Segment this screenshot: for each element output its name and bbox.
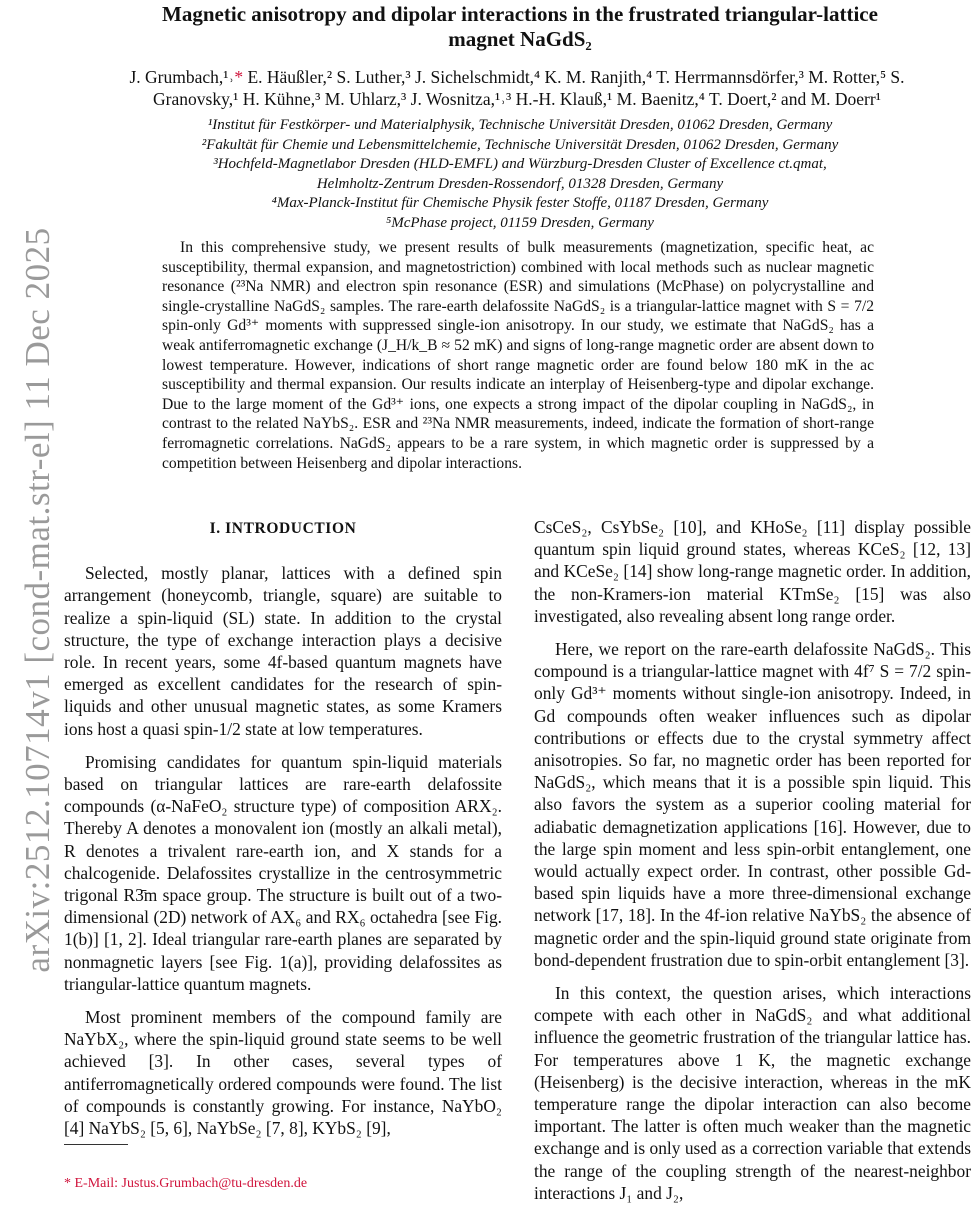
email-label: E-Mail: [74, 1176, 119, 1191]
intro-paragraph-3: Most prominent members of the compound family are NaYbX₂, where the spin-liquid ground state seems to be well achieved [3]. In other cases, several types of antiferromagnetically ordered compounds were found. The list of compounds is constantly growing. For instance, NaYbO₂ [4] NaYbS₂ [5, 6], NaYbSe₂ [7, 8], KYbS₂ [9], [64, 1007, 502, 1139]
paper-title [80, 2, 960, 52]
arxiv-sidebar [0, 0, 70, 1200]
author-text-1a: J. Grumbach,¹˒ [129, 67, 235, 87]
footnote-divider [64, 1144, 128, 1145]
footnote [64, 1176, 307, 1192]
intro-paragraph-2: Promising candidates for quantum spin-liquid materials based on triangular lattices are rare-earth delafossite compounds (α-NaFeO₂ structure type) of composition ARX₂. Thereby A denotes a monovalent ion (mostly an alkali metal), R denotes a trivalent rare-earth ion, and X stands for a chalcogenide. Delafossites crystallize in the centrosymmetric trigonal R3̄m space group. The structure is built out of a two-dimensional (2D) network of AX₆ and RX₆ octahedra [see Fig. 1(b)] [1, 2]. Ideal triangular rare-earth planes are separated by nonmagnetic layers [see Fig. 1(a)], providing delafossites as triangular-lattice quantum magnets. [64, 751, 502, 994]
footnote-marker: * [64, 1176, 71, 1191]
title-line-2: magnet NaGdS₂ [448, 27, 592, 51]
author-text-1b: E. Häußler,² S. Luther,³ J. Sichelschmidt,⁴ K. M. Ranjith,⁴ T. Herrmannsdörfer,³ M. Rotter,⁵ S. [243, 67, 905, 87]
affiliation-3-cont: Helmholtz-Zentrum Dresden-Rossendorf, 01328 Dresden, Germany [316, 175, 724, 192]
title-line-1: Magnetic anisotropy and dipolar interactions in the frustrated triangular-lattice [162, 2, 878, 26]
affiliation-4: ⁴Max-Planck-Institut für Chemische Physik fester Stoffe, 01187 Dresden, Germany [271, 195, 769, 211]
section-heading-introduction: I. INTRODUCTION [209, 520, 357, 537]
author-line-2: Granovsky,¹ H. Kühne,³ M. Uhlarz,³ J. Wosnitza,¹˒³ H.-H. Klauß,¹ M. Baenitz,⁴ T. Doert,² and M. Doerr¹ [153, 89, 881, 109]
author-line-1 [66, 66, 968, 88]
email-link[interactable]: Justus.Grumbach@tu-dresden.de [121, 1176, 308, 1191]
author-list [66, 66, 968, 110]
intro-paragraph-4: CsCeS₂, CsYbSe₂ [10], and KHoSe₂ [11] display possible quantum spin liquid ground states, whereas KCeS₂ [12, 13] and KCeSe₂ [14] show long-range magnetic order. In addition, the non-Kramers-ion material KTmSe₂ [15] was also investigated, also revealing absent long range order. [534, 517, 971, 626]
affiliation-3: ³Hochfeld-Magnetlabor Dresden (HLD-EMFL) and Würzburg-Dresden Cluster of Excellence ct.qmat, [213, 156, 827, 172]
intro-paragraph-5: Here, we report on the rare-earth delafossite NaGdS₂. This compound is a triangular-lattice magnet with 4f⁷ S = 7/2 spin-only Gd³⁺ moments without single-ion anisotropy. Indeed, in Gd compounds often weaker influences such as dipolar contributions or effects due to the crystal symmetry affect anisotropies. So far, no magnetic order has been reported for NaGdS₂, which means that it is a possible spin liquid. This also favors the system as a superior cooling material for adiabatic demagnetization applications [16]. However, due to the large spin moment and less spin-orbit entanglement, one would actually expect order. In contrast, other possible Gd-based spin liquids have a more three-dimensional exchange network [17, 18]. In the 4f-ion relative NaYbS₂ the absence of magnetic order and the spin-liquid ground state originate from bond-dependent frustration due to spin-orbit entanglement [3]. [534, 639, 971, 970]
affiliation-1: ¹Institut für Festkörper- und Materialphysik, Technische Universität Dresden, 01062 Dresden, Germany [207, 117, 833, 133]
affiliation-5: ⁵McPhase project, 01159 Dresden, Germany [386, 214, 654, 231]
affiliation-2: ²Fakultät für Chemie und Lebensmittelchemie, Technische Universität Dresden, 01062 Dresden, Germany [201, 136, 839, 153]
affiliations [100, 116, 940, 233]
right-column [534, 516, 971, 1215]
intro-paragraph-1: Selected, mostly planar, lattices with a defined spin arrangement (honeycomb, triangle, square) are suitable to realize a spin-liquid (SL) state. In addition to the crystal structure, the type of exchange interaction plays a decisive role. In recent years, some 4f-based quantum magnets have emerged as excellent candidates for the research of spin-liquids and other unusual magnetic states, as some Kramers ions host a quasi spin-1/2 state at low temperatures. [64, 563, 502, 739]
corresponding-author-marker[interactable]: * [234, 67, 244, 87]
intro-paragraph-6: In this context, the question arises, which interactions compete with each other in NaGdS₂ and what additional influence the geometric frustration of the triangular lattice has. For temperatures above 1 K, the magnetic exchange (Heisenberg) is the decisive interaction, whereas in the mK temperature range the dipolar interaction can also become important. The latter is often much weaker than the magnetic exchange and is only used as a correction variable that extends the range of the coupling strength of the nearest-neighbor interactions J₁ and J₂, [534, 983, 971, 1203]
left-column [64, 514, 502, 1150]
arxiv-identifier: arXiv:2512.10714v1 [cond-mat.str-el] 11 Dec 2025 [18, 227, 57, 973]
abstract: In this comprehensive study, we present results of bulk measurements (magnetization, specific heat, ac susceptibility, thermal expansion, and magnetostriction) combined with local methods such as nuclear magnetic resonance (²³Na NMR) and electron spin resonance (ESR) and simulations (McPhase) on polycrystalline and single-crystalline NaGdS₂ samples. The rare-earth delafossite NaGdS₂ is a triangular-lattice magnet with S = 7/2 spin-only Gd³⁺ moments with suppressed single-ion anisotropy. In our study, we estimate that NaGdS₂ has a weak antiferromagnetic exchange (J_H/k_B ≈ 52 mK) and signs of long-range magnetic order are absent down to lowest temperature. However, indications of short range magnetic order are found below 180 mK in the ac susceptibility and thermal expansion. Our results indicate an interplay of Heisenberg-type and dipolar exchange. Due to the large moment of the Gd³⁺ ions, one expects a strong impact of the dipolar coupling in NaGdS₂, in contrast to the related NaYbS₂. ESR and ²³Na NMR measurements, indeed, indicate the formation of short-range ferromagnetic correlations. NaGdS₂ appears to be a rare system, in which magnetic order is suppressed by a competition between Heisenberg and dipolar interactions. [162, 239, 874, 472]
